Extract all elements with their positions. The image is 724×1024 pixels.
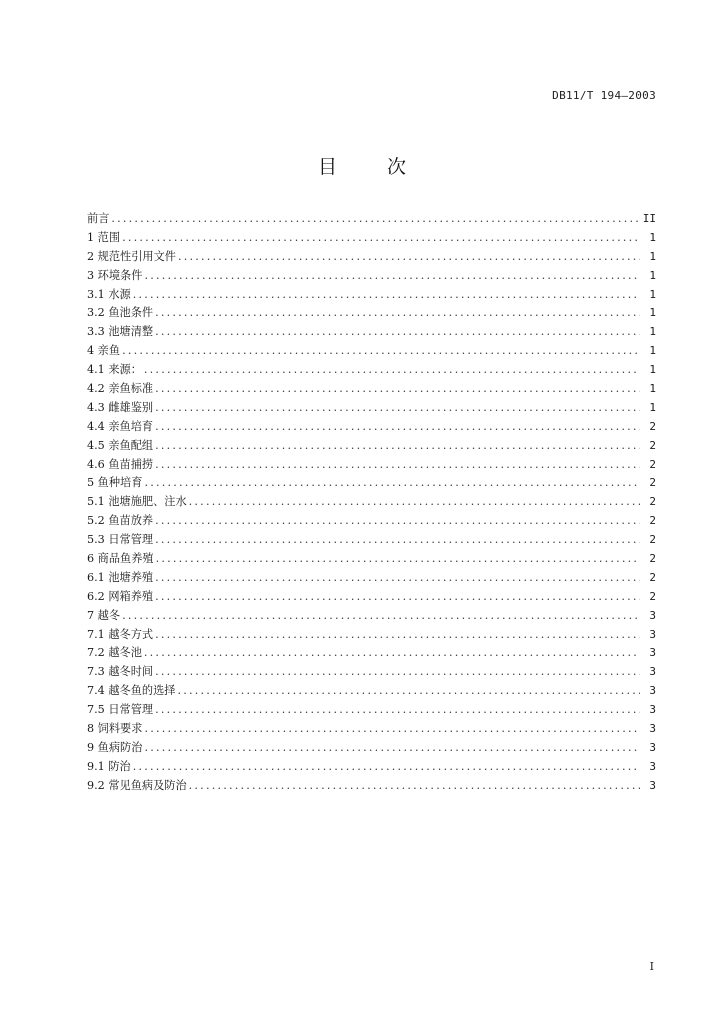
toc-entry-page: 1 <box>649 325 656 339</box>
toc-entry-title: 6.1 池塘养殖 <box>87 570 154 584</box>
toc-entry-title: 4.4 亲鱼培育 <box>87 419 154 433</box>
toc-dot-leader <box>155 456 640 475</box>
toc-dot-leader <box>155 701 640 720</box>
toc-dot-leader <box>178 248 640 267</box>
toc-entry-title: 3 环境条件 <box>87 268 143 282</box>
toc-entry[interactable] <box>87 474 656 493</box>
toc-entry-title: 7.4 越冬鱼的选择 <box>87 684 176 698</box>
toc-entry[interactable] <box>87 512 656 531</box>
toc-entry[interactable] <box>87 380 656 399</box>
toc-entry[interactable] <box>87 720 656 739</box>
toc-dot-leader <box>155 304 640 323</box>
toc-entry-title: 4.1 来源： <box>87 363 142 377</box>
toc-dot-leader <box>155 626 640 645</box>
toc-dot-leader <box>155 399 640 418</box>
toc-entry[interactable] <box>87 418 656 437</box>
toc-entry-page: 3 <box>649 722 656 736</box>
toc-entry[interactable] <box>87 437 656 456</box>
toc-entry-title: 9 鱼病防治 <box>87 740 143 754</box>
toc-entry-page: 1 <box>649 287 656 301</box>
toc-dot-leader <box>189 493 640 512</box>
toc-entry[interactable] <box>87 456 656 475</box>
toc-entry[interactable] <box>87 210 656 229</box>
toc-entry-page: 3 <box>649 627 656 641</box>
toc-dot-leader <box>122 229 640 248</box>
toc-dot-leader <box>155 663 640 682</box>
toc-entry[interactable] <box>87 739 656 758</box>
table-of-contents <box>87 210 656 796</box>
toc-entry-title: 2 规范性引用文件 <box>87 249 176 263</box>
toc-entry-title: 5.2 鱼苗放养 <box>87 514 154 528</box>
toc-entry-title: 8 饲料要求 <box>87 722 143 736</box>
toc-entry[interactable] <box>87 550 656 569</box>
toc-entry[interactable] <box>87 588 656 607</box>
toc-entry[interactable] <box>87 682 656 701</box>
toc-entry-title: 4.6 鱼苗捕捞 <box>87 457 154 471</box>
toc-dot-leader <box>144 474 640 493</box>
toc-dot-leader <box>156 550 640 569</box>
toc-entry-title: 7.5 日常管理 <box>87 703 154 717</box>
toc-entry-title: 1 范围 <box>87 230 121 244</box>
toc-entry[interactable] <box>87 267 656 286</box>
toc-entry-page: 3 <box>649 665 656 679</box>
toc-entry-page: 3 <box>649 646 656 660</box>
toc-entry-page: 2 <box>649 495 656 509</box>
toc-entry[interactable] <box>87 342 656 361</box>
toc-entry[interactable] <box>87 531 656 550</box>
toc-dot-leader <box>111 210 638 229</box>
toc-entry-page: 2 <box>649 514 656 528</box>
toc-dot-leader <box>155 437 640 456</box>
toc-entry[interactable] <box>87 304 656 323</box>
toc-entry-page: 2 <box>649 476 656 490</box>
toc-entry[interactable] <box>87 701 656 720</box>
toc-entry-title: 5 鱼种培育 <box>87 476 143 490</box>
page-number: I <box>649 960 654 973</box>
toc-entry-page: 3 <box>649 608 656 622</box>
toc-entry-title: 5.1 池塘施肥、注水 <box>87 495 187 509</box>
toc-entry-page: 2 <box>649 589 656 603</box>
toc-dot-leader <box>133 758 640 777</box>
toc-dot-leader <box>122 342 640 361</box>
toc-entry-title: 3.2 鱼池条件 <box>87 306 154 320</box>
toc-dot-leader <box>144 644 640 663</box>
toc-entry-title: 9.2 常见鱼病及防治 <box>87 778 187 792</box>
toc-dot-leader <box>189 777 640 796</box>
toc-entry-title: 7 越冬 <box>87 608 121 622</box>
toc-entry-title: 6.2 网箱养殖 <box>87 589 154 603</box>
toc-dot-leader <box>144 267 640 286</box>
toc-entry-page: 2 <box>649 570 656 584</box>
toc-entry-page: 1 <box>649 230 656 244</box>
toc-dot-leader <box>144 720 640 739</box>
toc-entry-title: 前言 <box>87 212 110 225</box>
toc-entry-title: 7.3 越冬时间 <box>87 665 154 679</box>
toc-entry-page: 1 <box>649 268 656 282</box>
toc-entry-title: 4 亲鱼 <box>87 344 121 358</box>
toc-entry-page: 3 <box>649 759 656 773</box>
toc-entry[interactable] <box>87 663 656 682</box>
toc-dot-leader <box>155 512 640 531</box>
toc-entry-page: 3 <box>649 684 656 698</box>
toc-entry-title: 3.3 池塘清整 <box>87 325 154 339</box>
toc-entry[interactable] <box>87 323 656 342</box>
toc-entry-page: 3 <box>649 740 656 754</box>
toc-dot-leader <box>144 361 640 380</box>
toc-entry[interactable] <box>87 758 656 777</box>
toc-dot-leader <box>122 607 640 626</box>
toc-dot-leader <box>155 323 640 342</box>
toc-dot-leader <box>155 531 640 550</box>
toc-entry[interactable] <box>87 644 656 663</box>
page-title: 目 次 <box>317 156 429 178</box>
toc-entry-title: 6 商品鱼养殖 <box>87 552 154 566</box>
toc-entry-page: 2 <box>649 533 656 547</box>
toc-entry-page: 1 <box>649 306 656 320</box>
toc-entry[interactable] <box>87 361 656 380</box>
toc-dot-leader <box>133 286 640 305</box>
toc-entry-title: 7.2 越冬池 <box>87 646 142 660</box>
toc-entry-page: 2 <box>649 438 656 452</box>
toc-entry[interactable] <box>87 777 656 796</box>
document-code: DB11/T 194—2003 <box>552 89 656 102</box>
toc-entry[interactable] <box>87 493 656 512</box>
toc-entry-page: 1 <box>649 249 656 263</box>
toc-entry[interactable] <box>87 626 656 645</box>
toc-dot-leader <box>177 682 640 701</box>
toc-entry[interactable] <box>87 286 656 305</box>
toc-entry-page: 3 <box>649 778 656 792</box>
toc-entry-page: II <box>642 212 656 225</box>
toc-entry-title: 7.1 越冬方式 <box>87 627 154 641</box>
toc-dot-leader <box>155 418 640 437</box>
toc-entry[interactable] <box>87 229 656 248</box>
toc-entry[interactable] <box>87 569 656 588</box>
toc-entry-page: 3 <box>649 703 656 717</box>
toc-entry-page: 1 <box>649 400 656 414</box>
toc-entry-page: 2 <box>649 457 656 471</box>
toc-entry-title: 9.1 防治 <box>87 759 131 773</box>
toc-dot-leader <box>155 588 640 607</box>
toc-entry-page: 2 <box>649 552 656 566</box>
toc-entry-title: 4.5 亲鱼配组 <box>87 438 154 452</box>
toc-entry[interactable] <box>87 607 656 626</box>
toc-entry-title: 5.3 日常管理 <box>87 533 154 547</box>
toc-dot-leader <box>155 569 640 588</box>
toc-dot-leader <box>144 739 640 758</box>
toc-entry-title: 4.3 雌雄鉴别 <box>87 400 154 414</box>
toc-entry[interactable] <box>87 248 656 267</box>
toc-entry-title: 3.1 水源 <box>87 287 131 301</box>
toc-entry-page: 2 <box>649 419 656 433</box>
toc-entry[interactable] <box>87 399 656 418</box>
toc-entry-page: 1 <box>649 382 656 396</box>
toc-entry-page: 1 <box>649 344 656 358</box>
toc-entry-title: 4.2 亲鱼标准 <box>87 382 154 396</box>
toc-dot-leader <box>155 380 640 399</box>
toc-entry-page: 1 <box>649 363 656 377</box>
